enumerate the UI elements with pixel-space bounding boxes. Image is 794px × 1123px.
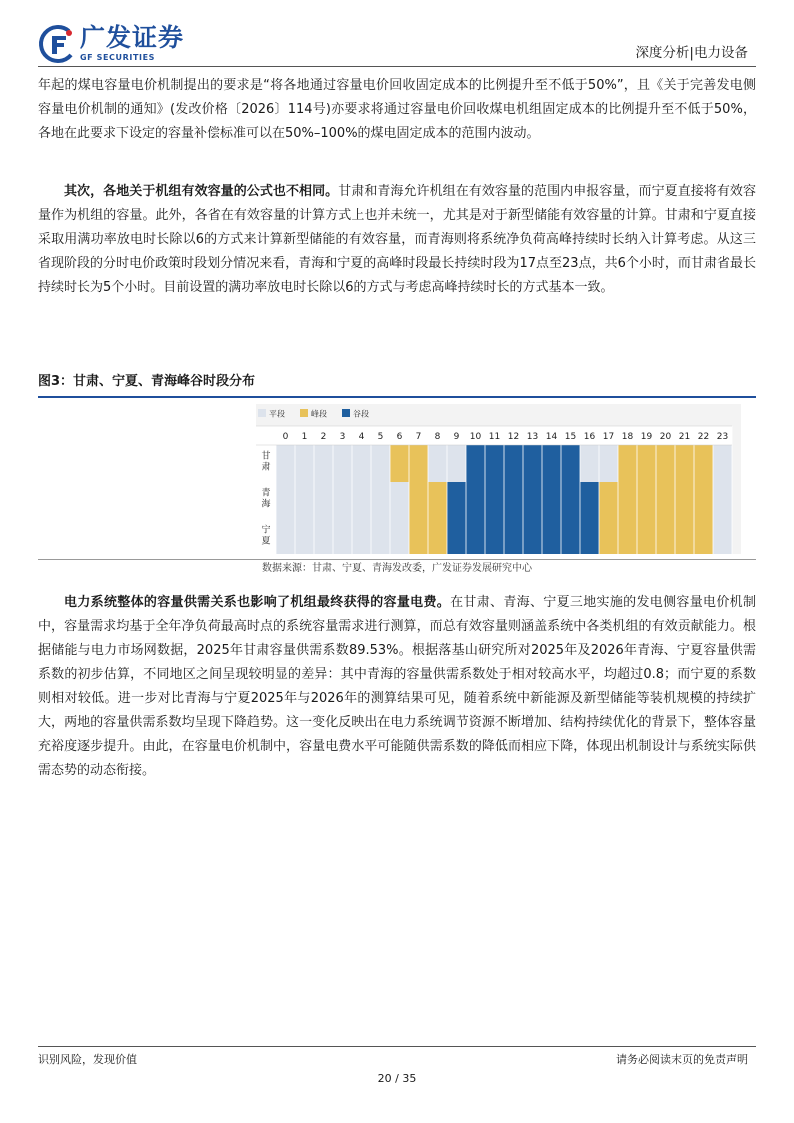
legend-swatch-1 [300,409,308,417]
row-label-0-0: 甘 [261,451,271,462]
cell-1-19 [637,482,656,519]
cell-0-16 [580,445,599,482]
cell-2-20 [656,519,675,554]
cell-2-23 [713,519,732,554]
cell-1-20 [656,482,675,519]
cell-2-19 [637,519,656,554]
cell-1-17 [599,482,618,519]
cell-2-13 [523,519,542,554]
cell-1-11 [485,482,504,519]
cell-0-5 [371,445,390,482]
cell-1-1 [295,482,314,519]
peak-valley-chart [256,404,741,554]
row-label-2-1: 夏 [261,536,271,547]
hour-label-6: 6 [396,432,403,442]
cell-1-22 [694,482,713,519]
cell-0-21 [675,445,694,482]
cell-0-19 [637,445,656,482]
cell-0-4 [352,445,371,482]
cell-1-5 [371,482,390,519]
cell-2-6 [390,519,409,554]
hour-label-15: 15 [564,432,577,442]
cell-1-8 [428,482,447,519]
hour-label-19: 19 [640,432,653,442]
cell-0-0 [276,445,295,482]
cell-0-8 [428,445,447,482]
paragraph-2-lead: 其次，各地关于机组有效容量的公式也不相同。 [64,184,339,199]
cell-0-12 [504,445,523,482]
hour-label-7: 7 [415,432,422,442]
hour-label-17: 17 [602,432,615,442]
cell-2-1 [295,519,314,554]
report-category: 深度分析|电力设备 [635,45,748,61]
cell-0-23 [713,445,732,482]
cell-2-12 [504,519,523,554]
cell-2-2 [314,519,333,554]
cell-1-10 [466,482,485,519]
paragraph-2 [38,180,756,300]
footer-slogan: 识别风险，发现价值 [38,1053,137,1066]
cell-0-3 [333,445,352,482]
chart-rows [256,445,276,554]
cell-2-9 [447,519,466,554]
row-label-2-0: 宁 [261,525,271,536]
row-label-1-1: 海 [261,499,271,510]
hour-label-2: 2 [320,432,327,442]
figure-source: 数据来源：甘肃、宁夏、青海发改委，广发证券发展研究中心 [262,563,532,574]
hour-label-1: 1 [301,432,308,442]
cell-2-17 [599,519,618,554]
cell-2-7 [409,519,428,554]
cell-1-6 [390,482,409,519]
cell-1-12 [504,482,523,519]
figure-bottom-rule [38,559,756,560]
hour-label-11: 11 [488,432,501,442]
hour-label-13: 13 [526,432,539,442]
paragraph-3 [38,591,756,783]
cell-2-5 [371,519,390,554]
cell-1-0 [276,482,295,519]
cell-2-15 [561,519,580,554]
page-number: 20 / 35 [377,1072,417,1085]
hour-label-16: 16 [583,432,596,442]
hour-label-18: 18 [621,432,634,442]
cell-2-8 [428,519,447,554]
cell-0-14 [542,445,561,482]
hour-label-10: 10 [469,432,482,442]
cell-0-11 [485,445,504,482]
row-label-0-1: 肃 [261,462,271,473]
cell-1-21 [675,482,694,519]
chart-legend [258,409,369,419]
hour-label-12: 12 [507,432,520,442]
hour-label-4: 4 [358,432,365,442]
company-logo-english: GF SECURITIES [80,53,156,62]
cell-0-6 [390,445,409,482]
hour-label-20: 20 [659,432,672,442]
chart-cells [256,426,732,554]
cell-2-18 [618,519,637,554]
cell-0-13 [523,445,542,482]
row-label-1-0: 青 [261,488,271,499]
cell-1-16 [580,482,599,519]
cell-1-9 [447,482,466,519]
cell-0-9 [447,445,466,482]
cell-2-11 [485,519,504,554]
legend-swatch-0 [258,409,266,417]
header-divider [38,66,756,67]
cell-2-0 [276,519,295,554]
cell-2-16 [580,519,599,554]
hour-label-8: 8 [434,432,441,442]
cell-0-20 [656,445,675,482]
cell-1-14 [542,482,561,519]
hour-axis [256,426,732,445]
cell-1-18 [618,482,637,519]
legend-label-0: 平段 [269,409,285,419]
cell-0-15 [561,445,580,482]
hour-label-14: 14 [545,432,558,442]
hour-label-5: 5 [377,432,384,442]
paragraph-3-body: 在甘肃、青海、宁夏三地实施的发电侧容量电价机制中，容量需求均基于全年净负荷最高时点的系统容量需求进行测算，而总有效容量则涵盖系统中各类机组的有效贡献能力。根据储能与电力市场网数据，2025年甘肃容量供需系数89.53%。根据落基山研究所对2025年及2026年青海、宁夏容量供需系数的初步估算，不同地区之间呈现较明显的差异：其中青海的容量供需系数处于相对较高水平，均超过0.8；而宁夏的系数则相对较低。进一步对比青海与宁夏2025年与2026年的测算结果可见，随着系统中新能源及新型储能等装机规模的持续扩大，两地的容量供需系数均呈现下降趋势。这一变化反映出在电力系统调节资源不断增加、结构持续优化的背景下，整体容量充裕度逐步提升。由此，在容量电价机制中，容量电费水平可能随供需系数的降低而相应下降，体现出机制设计与系统实际供需态势的动态衔接。 [38,595,756,778]
cell-2-22 [694,519,713,554]
cell-0-22 [694,445,713,482]
paragraph-3-lead: 电力系统整体的容量供需关系也影响了机组最终获得的容量电费。 [64,595,451,610]
gf-logo-icon [38,24,78,64]
cell-2-10 [466,519,485,554]
legend-label-1: 峰段 [311,409,327,419]
cell-2-21 [675,519,694,554]
hour-label-0: 0 [282,432,289,442]
cell-0-2 [314,445,333,482]
cell-0-1 [295,445,314,482]
paragraph-1: 年起的煤电容量电价机制提出的要求是“将各地通过容量电价回收固定成本的比例提升至不低于50%”，且《关于完善发电侧容量电价机制的通知》(发改价格〔2026〕114号)亦要求将通过容量电价回收煤电机组固定成本的比例提升至不低于50%，各地在此要求下设定的容量补偿标准可以在50%–100%的煤电固定成本的范围内波动。 [38,78,756,141]
cell-2-3 [333,519,352,554]
figure-top-rule [38,396,756,398]
cell-0-10 [466,445,485,482]
cell-1-2 [314,482,333,519]
company-logo-text: 广发证券 [80,23,185,52]
cell-0-7 [409,445,428,482]
paragraph-2-body: 甘肃和青海允许机组在有效容量的范围内申报容量，而宁夏直接将有效容量作为机组的容量。此外，各省在有效容量的计算方式上也并未统一，尤其是对于新型储能有效容量的计算。甘肃和宁夏直接采取用满功率放电时长除以6的方式来计算新型储能的有效容量，而青海则将系统净负荷高峰持续时长纳入计算考虑。从这三省现阶段的分时电价政策时段划分情况来看，青海和宁夏的高峰时段最长持续时段为17点至23点，共6个小时，而甘肃省最长持续时长为5个小时。目前设置的满功率放电时长除以6的方式与考虑高峰持续时长的方式基本一致。 [38,184,756,295]
hour-label-3: 3 [339,432,346,442]
cell-1-23 [713,482,732,519]
cell-2-14 [542,519,561,554]
hour-label-21: 21 [678,432,691,442]
cell-2-4 [352,519,371,554]
hour-label-9: 9 [453,432,460,442]
cell-1-15 [561,482,580,519]
cell-0-18 [618,445,637,482]
hour-label-22: 22 [697,432,710,442]
cell-1-4 [352,482,371,519]
legend-swatch-2 [342,409,350,417]
cell-1-7 [409,482,428,519]
footer-disclaimer: 请务必阅读末页的免责声明 [616,1053,748,1066]
footer-divider [38,1046,756,1047]
legend-label-2: 谷段 [353,409,369,419]
cell-1-13 [523,482,542,519]
cell-1-3 [333,482,352,519]
hour-label-23: 23 [716,432,729,442]
figure-title: 图3：甘肃、宁夏、青海峰谷时段分布 [38,374,256,389]
cell-0-17 [599,445,618,482]
